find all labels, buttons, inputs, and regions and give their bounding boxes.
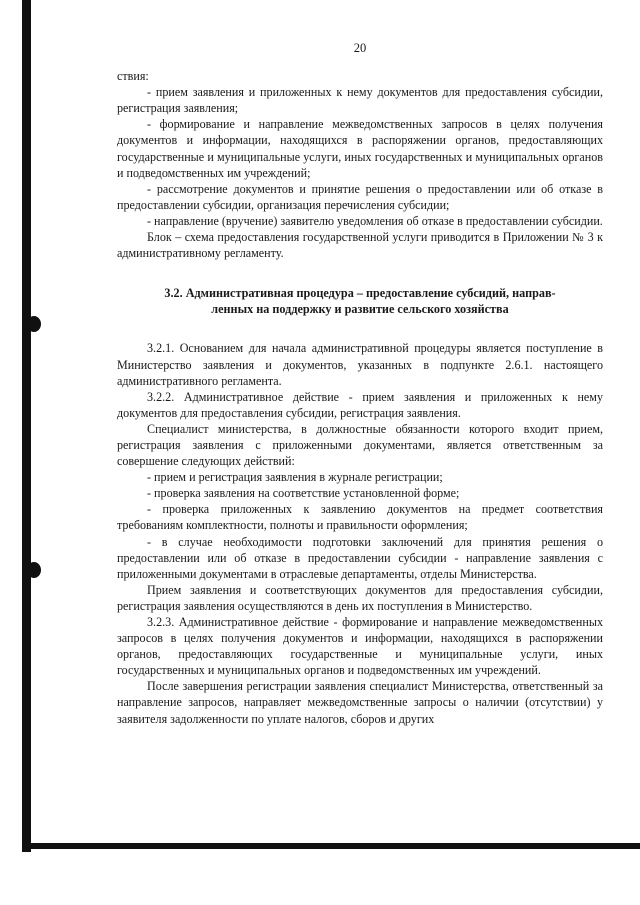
paragraph: Специалист министерства, в должностные обязанности которого входит прием, регистрация заявления с приложенными документами, является ответственным за совершение следующих действий: — [117, 421, 603, 469]
paragraph: 3.2.1. Основанием для начала административной процедуры является поступление в Министерство заявления и документов, указанных в подпункте 2.6.1. настоящего административного регламента. — [117, 341, 603, 388]
paragraph: - проверка приложенных к заявлению документов на предмет соответствия требованиям комплектности, полноты и правильности оформления; — [117, 502, 603, 533]
paragraph: ствия: — [117, 69, 149, 84]
paragraph: Прием заявления и соответствующих документов для предоставления субсидии, регистрация заявления осуществляются в день их поступления в Министерство. — [117, 582, 603, 613]
paragraph: 3.2.2. Административное действие - прием заявления и приложенных к нему документов для предоставления субсидии, регистрация заявления. — [117, 389, 603, 420]
section-heading-line: ленных на поддержку и развитие сельского хозяйства — [211, 302, 509, 317]
paragraph: Блок – схема предоставления государственной услуги приводится в Приложении № 3 к административному регламенту. — [117, 230, 603, 261]
punch-hole — [27, 316, 41, 332]
paragraph: - прием и регистрация заявления в журнале регистрации; — [147, 470, 443, 485]
paragraph: После завершения регистрации заявления специалист Министерства, ответственный за направление запросов, направляет межведомственные запросы о наличии (отсутствии) у заявителя задолженности по уплате налогов, сборов и других — [117, 679, 603, 726]
paragraph: - рассмотрение документов и принятие решения о предоставлении или об отказе в предоставлении субсидии, организация перечисления субсидии; — [117, 181, 603, 212]
paragraph: - проверка заявления на соответствие установленной форме; — [147, 486, 460, 501]
paragraph: - направление (вручение) заявителю уведомления об отказе в предоставлении субсидии. — [147, 213, 603, 228]
page-number: 20 — [353, 41, 367, 55]
paragraph: - формирование и направление межведомственных запросов в целях получения документов и информации, находящихся в распоряжении органов, предоставляющих государственные и муниципальные услуги, иных государственных и муниципальных органов и подведомственных им учреждений; — [117, 117, 603, 180]
punch-hole — [27, 562, 41, 578]
paragraph: - прием заявления и приложенных к нему документов для предоставления субсидии, регистрация заявления; — [117, 85, 603, 116]
paragraph: - в случае необходимости подготовки заключений для принятия решения о предоставлении или об отказе в предоставлении субсидии - направление заявления с приложенными документами в отраслевые департаменты, отделы Министерства. — [117, 534, 603, 581]
section-heading-line: 3.2. Административная процедура – предоставление субсидий, направ- — [164, 286, 556, 301]
scan-edge-left — [22, 0, 31, 852]
section-heading — [117, 285, 603, 317]
scan-edge-bottom — [22, 843, 640, 849]
paragraph: 3.2.3. Административное действие - формирование и направление межведомственных запросов в целях получения документов и информации, находящихся в распоряжении органов, предоставляющих государственные и муниципальные услуги, иных государственных и муниципальных органов и подведомственных им учреждений. — [117, 615, 603, 678]
document-page — [117, 40, 603, 727]
